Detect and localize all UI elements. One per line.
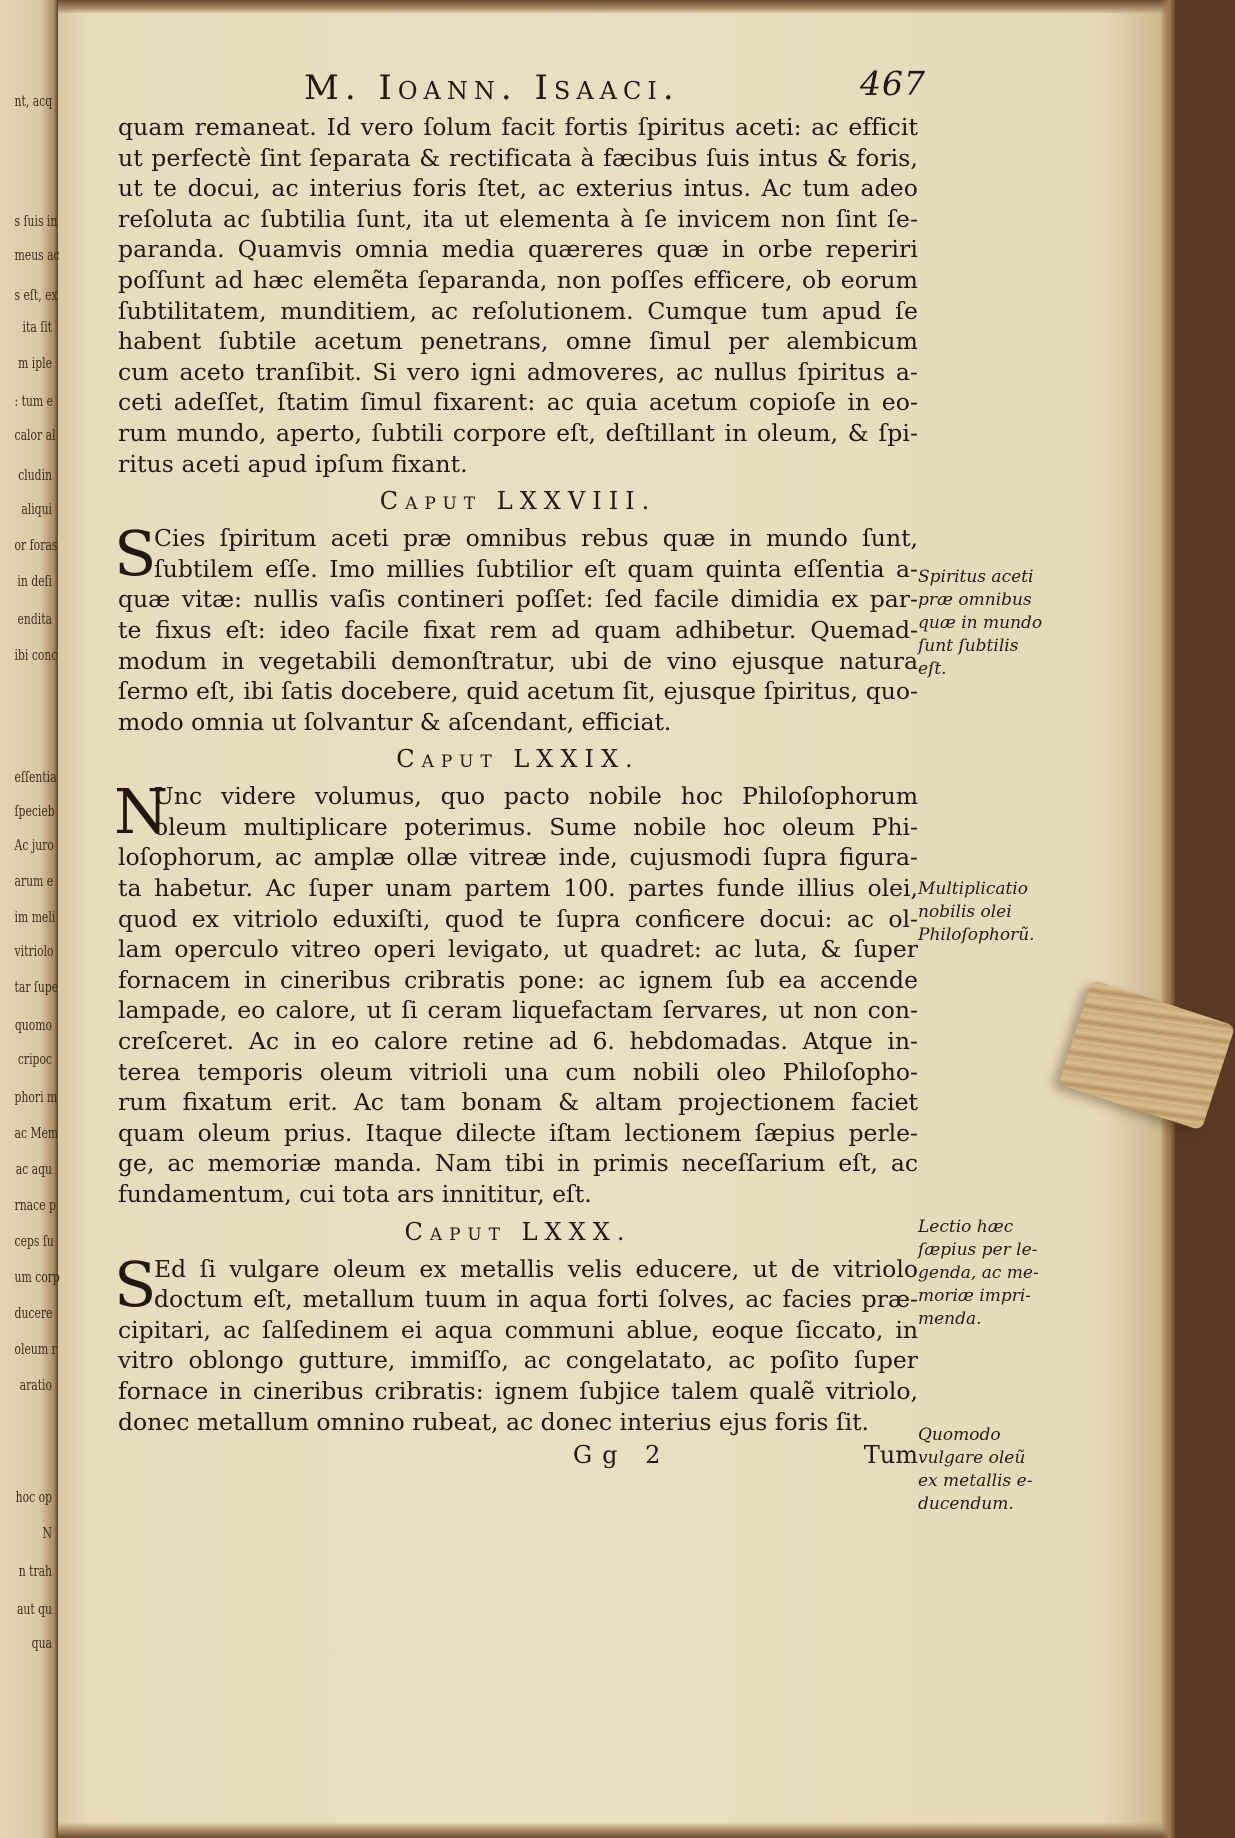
- text-line: ſubtilitatem, munditiem, ac reſolutionem. Cumque tum apud ſe: [118, 296, 918, 325]
- margin-note-line: Spiritus aceti: [918, 567, 1034, 587]
- adjacent-page-text-fragment: ita ſit: [22, 318, 52, 336]
- text-line: ta habetur. Ac ſuper unam partem 100. partes funde illius olei,: [118, 874, 918, 903]
- page-top-edge: [58, 0, 1175, 14]
- text-line: poſſunt ad hæc elemẽta ſeparanda, non poſſes efficere, ob eorum: [118, 265, 918, 294]
- adjacent-page-text-fragment: Ac juro: [14, 836, 54, 854]
- text-line: fornace in cineribus cribratis: ignem ſubjice talem qualẽ vitriolo,: [118, 1376, 918, 1405]
- adjacent-page-text-fragment: ac aqu: [15, 1160, 52, 1178]
- text-line: ſermo eſt, ibi ſatis docebere, quid acetum ſit, ejusque ſpiritus, quo-: [118, 677, 918, 706]
- adjacent-page-text-fragment: um corp: [14, 1268, 60, 1286]
- text-line: habent ſubtile acetum penetrans, omne ſimul per alembicum: [118, 327, 918, 356]
- text-line: quam remaneat. Id vero ſolum facit fortis ſpiritus aceti: ac efficit: [118, 113, 918, 141]
- margin-note-line: quæ in mundo: [918, 613, 1043, 633]
- margin-note-line: Multiplicatio: [918, 879, 1028, 899]
- adjacent-page-text-fragment: aratio: [19, 1376, 52, 1394]
- running-head-title: M. Ioann. Isaaci.: [304, 68, 680, 108]
- adjacent-page-text-fragment: aut qu: [16, 1600, 53, 1618]
- adjacent-page-text-fragment: arum e: [14, 872, 54, 890]
- margin-note-line: ex metallis e-: [918, 1471, 1033, 1491]
- main-text-column: [114, 64, 926, 1473]
- text-line: ſubtilem eſſe. Imo millies ſubtilior eſt quam quinta eſſentia a-: [154, 554, 918, 583]
- adjacent-page-text-fragment: calor al: [14, 426, 56, 444]
- margin-note-line: ſunt ſubtilis: [918, 636, 1019, 656]
- text-line: fornacem in cineribus cribratis pone: ac ignem ſub ea accende: [118, 965, 918, 994]
- adjacent-page-text-fragment: cludin: [18, 466, 52, 484]
- text-line: cipitari, ac ſalſedinem ei aqua communi ablue, eoque ſiccato, in: [118, 1315, 918, 1344]
- adjacent-page-text-fragment: : tum e: [14, 392, 54, 410]
- adjacent-page-text-fragment: im meli: [14, 908, 56, 926]
- margin-note-line: Quomodo: [918, 1425, 1001, 1445]
- adjacent-page-text-fragment: m iple: [18, 354, 52, 372]
- text-line: vitro oblongo gutture, immiſſo, ac congelatato, ac poſito ſuper: [118, 1346, 918, 1375]
- adjacent-page-text-fragment: nt, acq: [14, 92, 53, 110]
- adjacent-page-text-fragment: aliqui: [21, 500, 52, 518]
- adjacent-page-text-fragment: ac Mem: [14, 1124, 59, 1142]
- margin-note-line: menda.: [918, 1309, 982, 1329]
- catchword: Tum: [863, 1441, 918, 1470]
- text-line: rum mundo, aperto, ſubtili corpore eſt, deſtillant in oleum, & ſpi-: [118, 418, 918, 447]
- margin-note-line: nobilis olei: [918, 902, 1012, 922]
- drop-capital: N: [114, 775, 169, 849]
- text-line: quam oleum prius. Itaque dilecte iſtam lectionem ſæpius perle-: [118, 1118, 918, 1147]
- adjacent-page-text-fragment: quomo: [14, 1016, 53, 1034]
- text-line: ge, ac memoriæ manda. Nam tibi in primis neceſſarium eſt, ac: [118, 1149, 918, 1178]
- text-line: ut perfectè ſint ſeparata & rectificata à fæcibus ſuis intus & foris,: [118, 143, 918, 172]
- adjacent-page-text-fragment: ceps ſu: [14, 1232, 54, 1250]
- margin-note-line: eſt.: [918, 659, 947, 679]
- text-line: oleum multiplicare poterimus. Sume nobile hoc oleum Phi-: [154, 812, 918, 841]
- drop-capital: S: [114, 517, 157, 591]
- margin-note-lectio: [918, 1216, 1053, 1331]
- adjacent-page-text-fragment: phori m: [14, 1088, 58, 1106]
- adjacent-page-text-fragment: ibi conc: [14, 646, 58, 664]
- adjacent-page-text-fragment: endita: [17, 610, 53, 628]
- text-line: modo omnia ut ſolvantur & aſcendant, efficiat.: [118, 707, 672, 736]
- adjacent-page-text-fragment: qua: [31, 1634, 52, 1652]
- signature-mark: Gg 2: [573, 1441, 671, 1470]
- adjacent-page-text-fragment: tar ſupe: [14, 978, 59, 996]
- wooden-page-holder: [1059, 980, 1235, 1131]
- adjacent-page-text-fragment: s ſuis in: [14, 212, 58, 230]
- drop-capital: S: [114, 1247, 157, 1321]
- adjacent-page-text-fragment: ſpecieb: [14, 802, 55, 820]
- adjacent-page-text-fragment: or foras: [14, 536, 58, 554]
- adjacent-page-text-fragment: ducere: [14, 1304, 53, 1322]
- margin-note-quomodo: [918, 1424, 1053, 1516]
- text-line: loſophorum, ac amplæ ollæ vitreæ inde, cujusmodi ſupra figura-: [118, 843, 918, 872]
- margin-note-line: vulgare oleũ: [918, 1448, 1026, 1468]
- adjacent-page-text-fragment: n trah: [18, 1562, 52, 1580]
- margin-note-line: ducendum.: [918, 1494, 1014, 1514]
- running-head: [118, 64, 926, 112]
- text-line: lam operculo vitreo operi levigato, ut quadret: ac luta, & ſuper: [118, 935, 918, 964]
- page-number: 467: [860, 64, 926, 103]
- adjacent-page-text-fragment: in deſi: [17, 572, 52, 590]
- text-line: ceti adeſſet, ſtatim ſimul fixarent: ac quia acetum copioſe in eo-: [118, 388, 918, 417]
- text-line: modum in vegetabili demonſtratur, ubi de vino ejusque natura: [118, 646, 918, 675]
- text-line: te fixus eſt: ideo facile fixat rem ad quam adhibetur. Quemad-: [118, 615, 918, 644]
- chapter-79-paragraph: [114, 775, 918, 1209]
- margin-note-line: præ omnibus: [918, 590, 1032, 610]
- text-line: ritus aceti apud ipſum fixant.: [118, 449, 468, 478]
- text-line: paranda. Quamvis omnia media quæreres quæ in orbe reperiri: [118, 235, 918, 264]
- adjacent-page-text-fragment: N: [42, 1524, 52, 1542]
- chapter-78-paragraph: [114, 517, 918, 737]
- text-line: reſoluta ac ſubtilia ſunt, ita ut elementa à ſe invicem non ſint ſe-: [118, 204, 918, 233]
- adjacent-page-text-fragment: rnace p: [14, 1196, 56, 1214]
- adjacent-page-text-fragment: vitriolo: [14, 942, 54, 960]
- text-line: rum fixatum erit. Ac tam bonam & altam projectionem faciet: [118, 1088, 918, 1117]
- adjacent-page-text-fragment: meus ac: [14, 246, 60, 264]
- chapter-80-paragraph: [114, 1247, 918, 1438]
- adjacent-page-text-fragment: oleum r: [14, 1340, 57, 1358]
- margin-note-line: Lectio hæc: [918, 1217, 1014, 1237]
- text-line: creſceret. Ac in eo calore retine ad 6. hebdomadas. Atque in-: [118, 1027, 918, 1056]
- page-right-edge: [1161, 0, 1175, 1838]
- text-line: ut te docui, ac interius foris ſtet, ac exterius intus. Ac tum adeo: [118, 174, 918, 203]
- page-bottom-edge: [58, 1822, 1175, 1838]
- margin-note-line: genda, ac me-: [918, 1263, 1039, 1283]
- chapter-heading-80: Caput LXXX.: [404, 1217, 632, 1246]
- page-footer: [118, 1437, 918, 1473]
- text-line: quæ vitæ: nullis vaſis contineri poſſet: ſed facile dimidia ex par-: [118, 585, 918, 614]
- text-line: donec metallum omnino rubeat, ac donec interius ejus foris ſit.: [118, 1407, 870, 1436]
- intro-paragraph: [118, 112, 918, 479]
- adjacent-page-edge: [0, 0, 58, 1838]
- margin-note-line: moriæ impri-: [918, 1286, 1032, 1306]
- text-line: lampade, eo calore, ut ſi ceram liquefactam ſervares, ut non con-: [118, 996, 918, 1025]
- text-line: Unc videre volumus, quo pacto nobile hoc Philoſophorum: [154, 782, 918, 811]
- margin-note-multiplicatio: [918, 878, 1053, 947]
- text-line: doctum eſt, metallum tuum in aqua forti ſolves, ac facies præ-: [154, 1285, 918, 1314]
- text-line: fundamentum, cui tota ars innititur, eſt.: [118, 1180, 592, 1208]
- chapter-heading-78: Caput LXXVIII.: [379, 487, 657, 516]
- text-line: terea temporis oleum vitrioli una cum nobili oleo Philoſopho-: [118, 1057, 918, 1086]
- adjacent-page-text-fragment: s eſt, ex: [14, 286, 58, 304]
- adjacent-page-text-fragment: cripoc: [17, 1050, 52, 1068]
- margin-note-line: Philoſophorũ.: [918, 925, 1035, 945]
- text-line: quod ex vitriolo eduxiſti, quod te ſupra conficere docui: ac ol-: [118, 904, 918, 933]
- margin-note-spiritus-aceti: [918, 566, 1053, 681]
- text-line: Cies ſpiritum aceti præ omnibus rebus quæ in mundo ſunt,: [154, 524, 918, 553]
- text-line: Ed ſi vulgare oleum ex metallis velis educere, ut de vitriolo: [154, 1254, 918, 1283]
- chapter-heading-79: Caput LXXIX.: [396, 745, 640, 774]
- adjacent-page-text-fragment: hoc op: [15, 1488, 52, 1506]
- margin-note-line: ſæpius per le-: [918, 1240, 1038, 1260]
- text-line: cum aceto tranſibit. Si vero igni admoveres, ac nullus ſpiritus a-: [118, 357, 918, 386]
- adjacent-page-text-fragment: eſſentia: [14, 768, 57, 786]
